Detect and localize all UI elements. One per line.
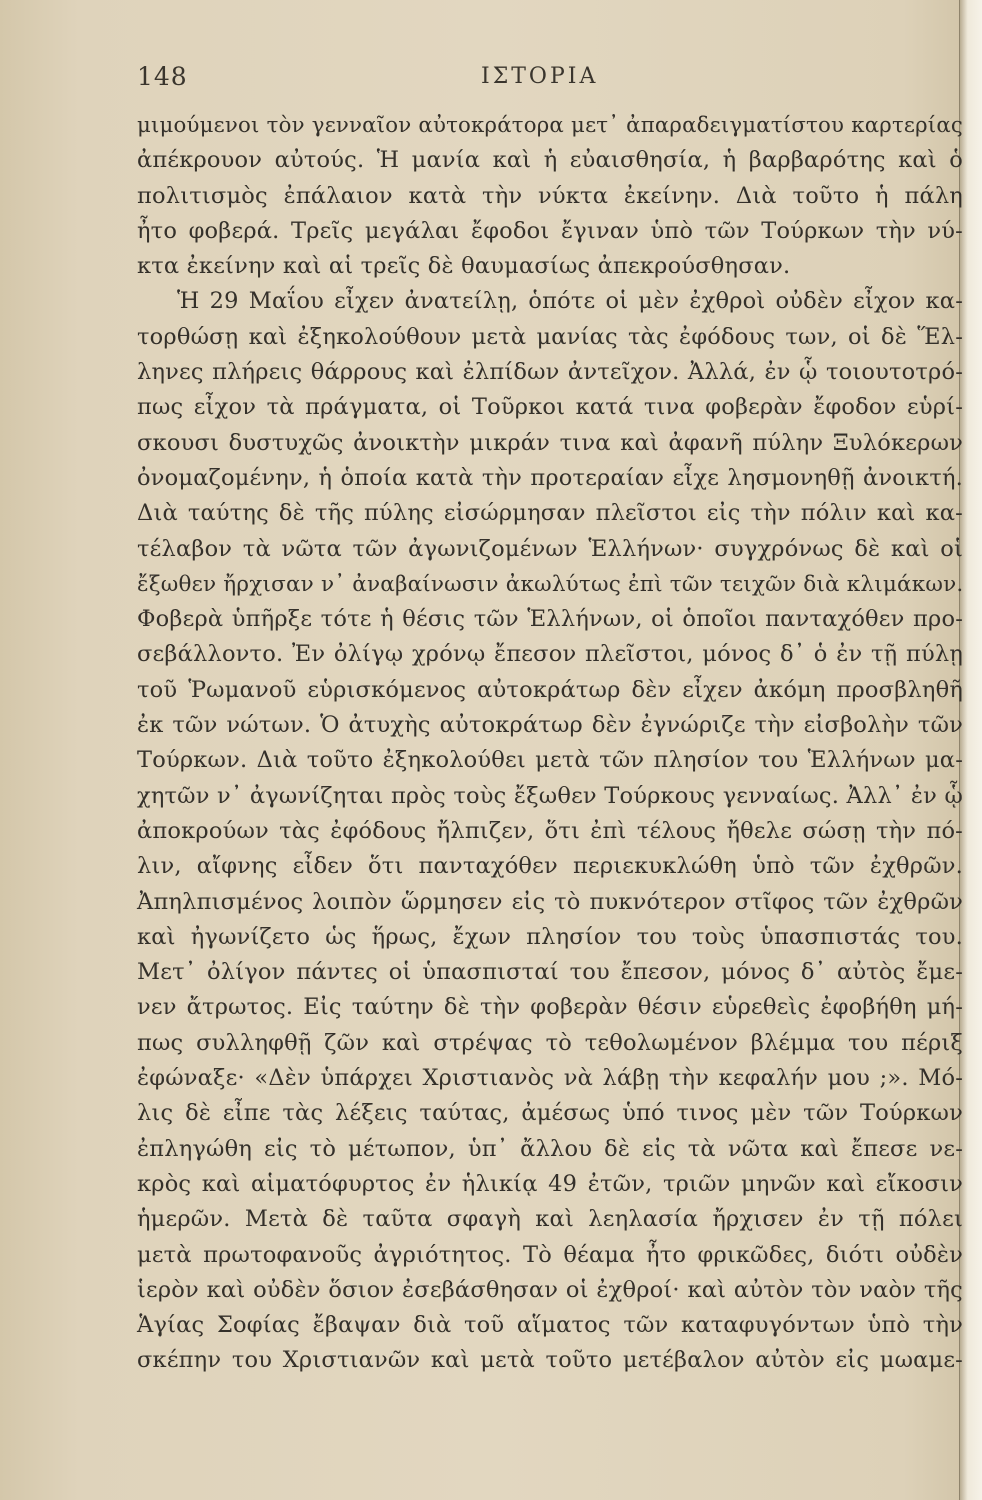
text-line: ἱερὸν καὶ οὐδὲν ὅσιον ἐσεβάσθησαν οἱ ἐχθροί· καὶ αὐτὸν τὸν ναὸν τῆς <box>137 1276 963 1303</box>
text-line: νεν ἄτρωτος. Εἰς ταύτην δὲ τὴν φοβερὰν θέσιν εὑρεθεὶς ἐφοβήθη μή- <box>137 994 963 1021</box>
text-line: ἀποκρούων τὰς ἐφόδους ἤλπιζεν, ὅτι ἐπὶ τέλους ἤθελε σώσῃ τὴν πό- <box>137 817 963 844</box>
text-line: Ἡ 29 Μαΐου εἶχεν ἀνατείλῃ, ὁπότε οἱ μὲν ἐχθροὶ οὐδὲν εἶχον κα- <box>177 288 963 315</box>
body-text <box>137 108 963 1379</box>
text-line: πως συλληφθῇ ζῶν καὶ στρέψας τὸ τεθολωμένον βλέμμα του πέριξ <box>137 1029 963 1056</box>
running-title: ΙΣΤΟΡΙΑ <box>481 64 599 89</box>
page-number: 148 <box>137 62 188 91</box>
text-line: κρὸς καὶ αἱματόφυρτος ἐν ἡλικίᾳ 49 ἐτῶν, τριῶν μηνῶν καὶ εἴκοσιν <box>137 1170 963 1197</box>
text-line: χητῶν ν᾿ ἀγωνίζηται πρὸς τοὺς ἔξωθεν Τούρκους γενναίως. Ἀλλ᾿ ἐν ᾧ <box>137 782 963 809</box>
text-line: Ἁγίας Σοφίας ἔβαψαν διὰ τοῦ αἵματος τῶν καταφυγόντων ὑπὸ τὴν <box>137 1312 963 1339</box>
text-line: λιν, αἴφνης εἶδεν ὅτι πανταχόθεν περιεκυκλώθη ὑπὸ τῶν ἐχθρῶν. <box>137 853 963 880</box>
text-line: μετὰ πρωτοφανοῦς ἀγριότητος. Τὸ θέαμα ἦτο φρικῶδες, διότι οὐδὲν <box>137 1241 963 1268</box>
text-line: ἐφώναξε· «Δὲν ὑπάρχει Χριστιανὸς νὰ λάβῃ τὴν κεφαλήν μου ;». Μό- <box>137 1065 963 1092</box>
text-line: κτα ἐκείνην καὶ αἱ τρεῖς δὲ θαυμασίως ἀπεκρούσθησαν. <box>137 253 791 280</box>
text-line: ἦτο φοβερά. Τρεῖς μεγάλαι ἔφοδοι ἔγιναν ὑπὸ τῶν Τούρκων τὴν νύ- <box>137 217 963 244</box>
text-line: ἀπέκρουον αὐτούς. Ἡ μανία καὶ ἡ εὐαισθησία, ἡ βαρβαρότης καὶ ὁ <box>137 147 963 174</box>
text-line: ἐκ τῶν νώτων. Ὁ ἀτυχὴς αὐτοκράτωρ δὲν ἐγνώριζε τὴν εἰσβολὴν τῶν <box>137 712 963 739</box>
text-line: ὀνομαζομένην, ἡ ὁποία κατὰ τὴν προτεραίαν εἶχε λησμονηθῇ ἀνοικτή. <box>137 464 963 491</box>
text-line: Τούρκων. Διὰ τοῦτο ἐξηκολούθει μετὰ τῶν πλησίον του Ἑλλήνων μα- <box>137 747 963 774</box>
text-line: ληνες πλήρεις θάρρους καὶ ἐλπίδων ἀντεῖχον. Ἀλλά, ἐν ᾧ τοιουτοτρό- <box>137 359 963 386</box>
text-line: Διὰ ταύτης δὲ τῆς πύλης εἰσώρμησαν πλεῖστοι εἰς τὴν πόλιν καὶ κα- <box>137 500 963 527</box>
text-line: τορθώσῃ καὶ ἐξηκολούθουν μετὰ μανίας τὰς ἐφόδους των, οἱ δὲ Ἕλ- <box>137 323 963 350</box>
text-line: σκέπην του Χριστιανῶν καὶ μετὰ τοῦτο μετέβαλον αὐτὸν εἰς μωαμε- <box>137 1347 963 1374</box>
text-line: σκουσι δυστυχῶς ἀνοικτὴν μικράν τινα καὶ ἀφανῆ πύλην Ξυλόκερων <box>137 429 963 456</box>
text-line: Μετ᾿ ὀλίγον πάντες οἱ ὑπασπισταί του ἔπεσον, μόνος δ᾿ αὐτὸς ἔμε- <box>137 959 963 986</box>
text-line: μιμούμενοι τὸν γενναῖον αὐτοκράτορα μετ᾿ ἀπαραδειγματίστου καρτερίας <box>137 113 963 138</box>
text-line: καὶ ἠγωνίζετο ὡς ἥρως, ἔχων πλησίον του τοὺς ὑπασπιστάς του. <box>137 923 963 950</box>
text-line: πως εἶχον τὰ πράγματα, οἱ Τοῦρκοι κατά τινα φοβερὰν ἔφοδον εὑρί- <box>137 394 963 421</box>
text-line: τοῦ Ῥωμανοῦ εὑρισκόμενος αὐτοκράτωρ δὲν εἶχεν ἀκόμη προσβληθῆ <box>137 676 963 703</box>
text-line: ἐπληγώθη εἰς τὸ μέτωπον, ὑπ᾿ ἄλλου δὲ εἰς τὰ νῶτα καὶ ἔπεσε νε- <box>137 1135 963 1162</box>
text-line: Ἀπηλπισμένος λοιπὸν ὥρμησεν εἰς τὸ πυκνότερον στῖφος τῶν ἐχθρῶν <box>137 888 963 915</box>
running-head <box>137 62 963 102</box>
text-line: πολιτισμὸς ἐπάλαιον κατὰ τὴν νύκτα ἐκείνην. Διὰ τοῦτο ἡ πάλη <box>137 182 963 209</box>
text-line: λις δὲ εἶπε τὰς λέξεις ταύτας, ἀμέσως ὑπό τινος μὲν τῶν Τούρκων <box>137 1100 963 1127</box>
text-line: τέλαβον τὰ νῶτα τῶν ἀγωνιζομένων Ἑλλήνων· συγχρόνως δὲ καὶ οἱ <box>137 535 963 562</box>
text-line: ἔξωθεν ἤρχισαν ν᾿ ἀναβαίνωσιν ἀκωλύτως ἐπὶ τῶν τειχῶν διὰ κλιμάκων. <box>137 571 964 597</box>
text-line: ἡμερῶν. Μετὰ δὲ ταῦτα σφαγὴ καὶ λεηλασία ἤρχισεν ἐν τῇ πόλει <box>137 1206 963 1233</box>
text-line: σεβάλλοντο. Ἐν ὀλίγῳ χρόνῳ ἔπεσον πλεῖστοι, μόνος δ᾿ ὁ ἐν τῇ πύλῃ <box>137 641 963 668</box>
text-line: Φοβερὰ ὑπῆρξε τότε ἡ θέσις τῶν Ἑλλήνων, οἱ ὁποῖοι πανταχόθεν προ- <box>137 606 963 633</box>
